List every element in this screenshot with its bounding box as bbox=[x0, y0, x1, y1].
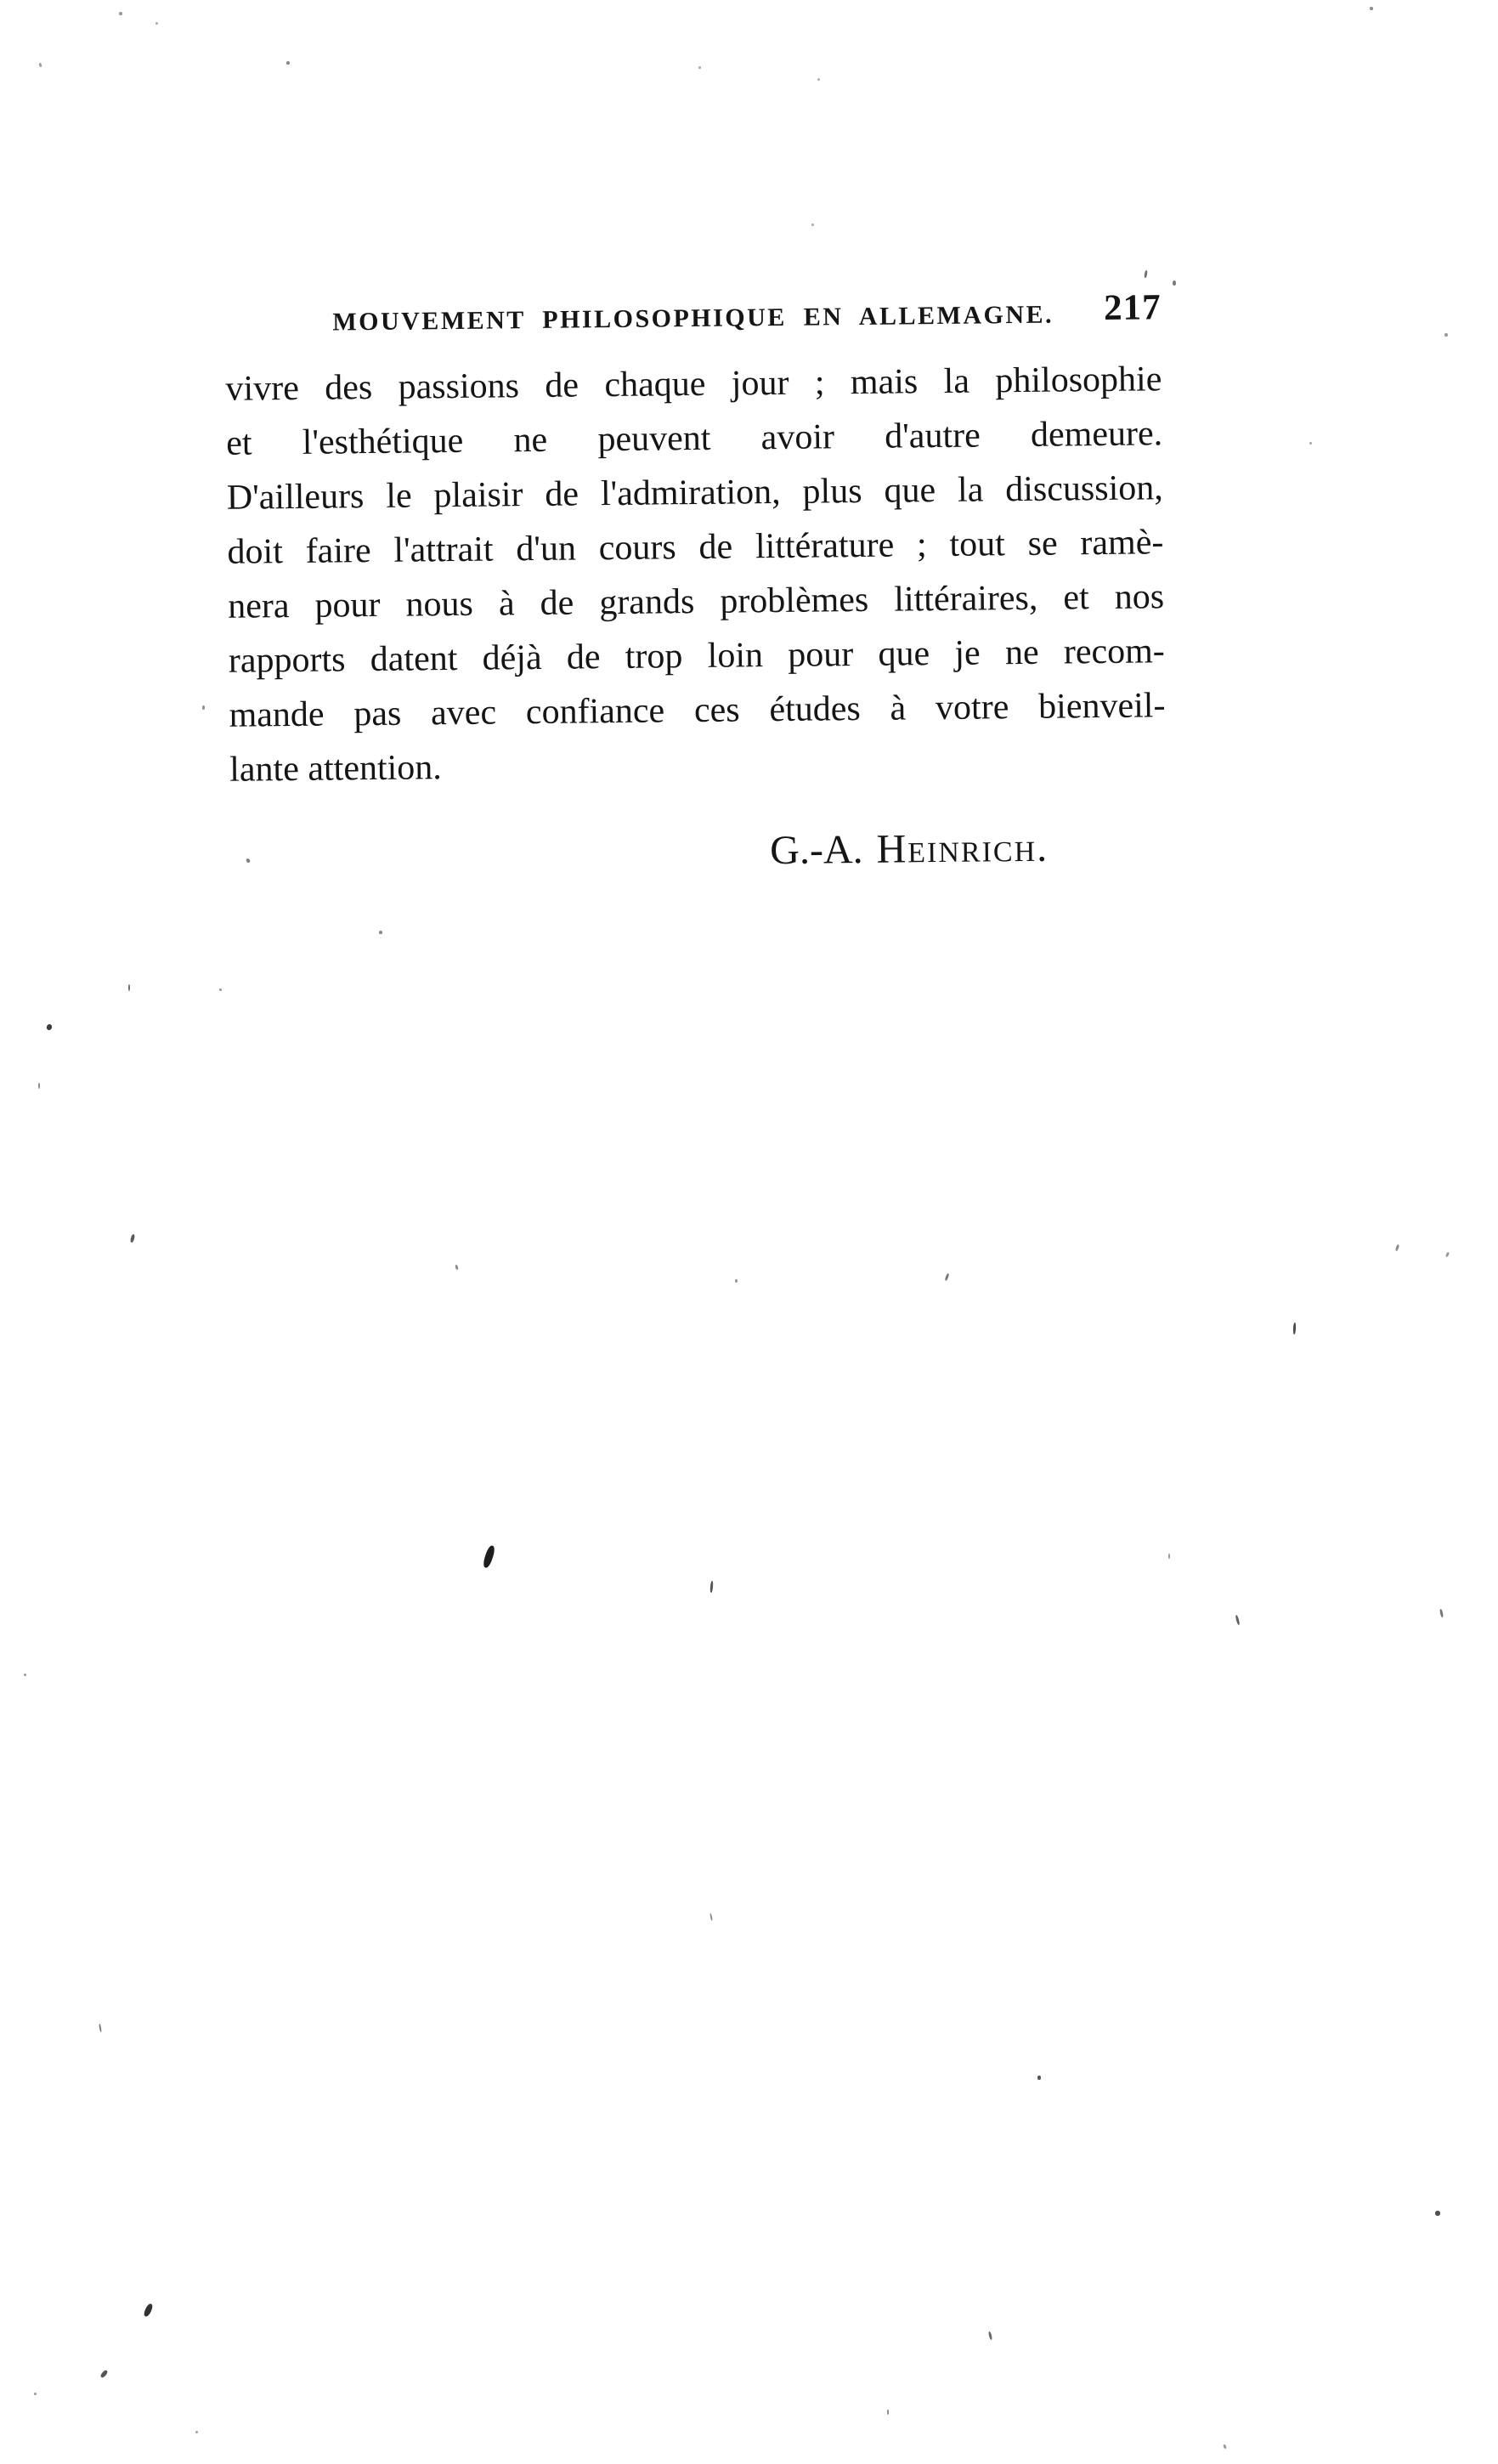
scan-speck bbox=[1173, 280, 1176, 286]
running-header-title: MOUVEMENT PHILOSOPHIQUE EN ALLEMAGNE. bbox=[332, 300, 1054, 337]
scan-speck bbox=[1309, 442, 1312, 445]
text-line: et l'esthétique ne peuvent avoir d'autre demeure. bbox=[225, 414, 1163, 463]
scan-speck bbox=[119, 12, 122, 15]
running-header bbox=[224, 287, 1162, 343]
scan-speck bbox=[817, 78, 820, 81]
scan-speck bbox=[811, 224, 814, 226]
scan-speck bbox=[1444, 333, 1448, 337]
text-line: lante attention. bbox=[229, 748, 443, 790]
page-number: 217 bbox=[1103, 287, 1162, 328]
scan-speck bbox=[1037, 2076, 1041, 2080]
scan-speck bbox=[202, 705, 205, 710]
scan-speck bbox=[34, 2393, 37, 2395]
scan-speck bbox=[1168, 1554, 1170, 1559]
scan-speck bbox=[24, 1674, 26, 1676]
scan-speck bbox=[219, 988, 222, 991]
signature-initials: G.-A. bbox=[769, 826, 863, 874]
scan-speck bbox=[1435, 2211, 1440, 2216]
scan-speck bbox=[379, 931, 382, 934]
text-line: doit faire l'attrait d'un cours de littérature ; tout se ramè- bbox=[227, 523, 1164, 572]
scan-speck bbox=[155, 22, 158, 25]
text-line: rapports datent déjà de trop loin pour que je ne recom- bbox=[228, 632, 1166, 681]
scan-speck bbox=[887, 2410, 889, 2415]
scan-speck bbox=[38, 1083, 40, 1089]
signature-surname: Heinrich. bbox=[876, 824, 1049, 872]
scan-speck bbox=[698, 66, 701, 69]
scan-speck bbox=[195, 2431, 198, 2433]
scan-speck bbox=[128, 984, 130, 991]
text-line: nera pour nous à de grands problèmes littéraires, et nos bbox=[227, 577, 1165, 626]
scan-speck bbox=[735, 1279, 738, 1283]
text-line: D'ailleurs le plaisir de l'admiration, plus que la discussion, bbox=[226, 468, 1163, 518]
body-text bbox=[225, 352, 1166, 797]
scan-speck bbox=[286, 61, 290, 65]
text-line: vivre des passions de chaque jour ; mais la philosophie bbox=[225, 360, 1162, 409]
text-line: mande pas avec confiance ces études à votre bienveil- bbox=[229, 686, 1166, 735]
author-signature bbox=[770, 826, 1049, 873]
scan-speck bbox=[1370, 7, 1373, 10]
